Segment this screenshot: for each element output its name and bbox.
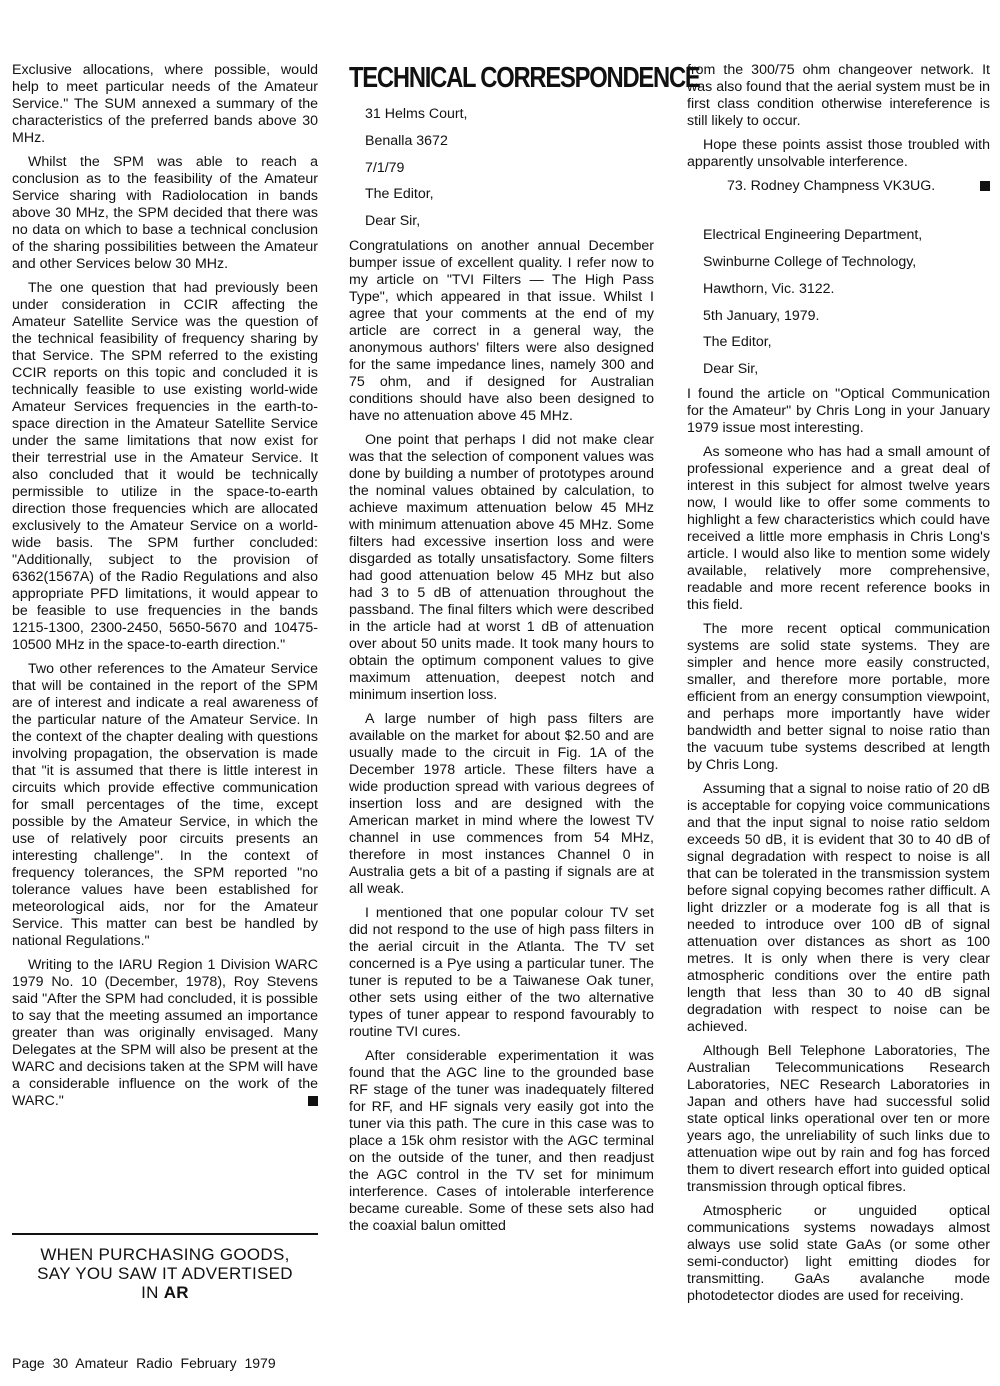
page-footer: Page 30 Amateur Radio February 1979	[12, 1355, 276, 1371]
section-title: TECHNICAL CORRESPONDENCE	[349, 62, 700, 94]
address-line: 31 Helms Court,	[365, 106, 468, 122]
address-line: Swinburne College of Technology,	[703, 254, 917, 270]
end-of-letter-icon	[980, 181, 990, 191]
paragraph: from the 300/75 ohm changeover network. It was also found that the aerial system must be in first class condition otherwise intereference is still likely to occur.	[687, 62, 990, 129]
magazine-abbrev: AR	[163, 1283, 189, 1302]
paragraph: I found the article on "Optical Communication for the Amateur" by Chris Long in your January 1979 issue most interesting.	[687, 386, 990, 436]
paragraph: Two other references to the Amateur Service that will be contained in the report of the SPM are of interest and indicate a real awareness of the particular nature of the Amateur Service. In the context of the chapter dealing with questions involving propagation, the observation is made that "it is assumed that there is little interest in circuits which provide effective communication for small percentages of the time, except possible by the Amateur Service, in which the use of relatively poor circuits presents an interesting challenge". In the context of frequency tolerances, the SPM reported "no tolerance values have been established for meteorological aids, nor for the Amateur Service. This matter can best be handled by national Regulations."	[12, 661, 318, 949]
notice-line: IN AR	[141, 1283, 189, 1302]
paragraph: One point that perhaps I did not make clear was that the selection of component values was done by building a number of prototypes around the nominal values obtained by calculation, to achieve maximum attenuation below 45 MHz with minimum attenuation above 45 MHz. Some filters had excessive insertion loss and were disgarded as totally unsatisfactory. Some filters had good attenuation below 45 MHz but also had 3 to 5 dB of attenuation throughout the passband. The final filters which were described in the article had at worst 1 dB of attenuation over about 50 units made. It took many hours to obtain the optimum component values to give maximum attenuation, deepest notch and minimum insertion loss.	[349, 432, 654, 703]
article-column-left	[12, 62, 318, 1117]
paragraph: After considerable experimentation it was found that the AGC line to the grounded base RF stage of the tuner was inadequately filtered for RF, and HF signals very easily got into the tuner via this path. The cure in this case was to place a 15k ohm resistor with the AGC terminal on the outside of the tuner, and then readjust the AGC control in the TV set for minimum interference. Cases of intolerable interference became cureable. Some of these sets also had the coaxial balun omitted	[349, 1048, 654, 1234]
signature-row	[687, 178, 990, 195]
paragraph: The more recent optical communication systems are solid state systems. They are simpler and hence more easily constructed, smaller, and therefore more portable, more efficient from an energy consumption viewpoint, and perhaps more importantly have wider bandwidth and better signal to noise ratio than the vacuum tube systems described at length by Chris Long.	[687, 621, 990, 773]
notice-line: WHEN PURCHASING GOODS,	[40, 1245, 290, 1264]
paragraph: Assuming that a signal to noise ratio of 20 dB is acceptable for copying voice communications and that the input signal to noise ratio seldom exceeds 50 dB, it is evident that 30 to 40 dB of signal degradation with respect to noise is all that can be tolerated in the transmission system before signal copying becomes rather difficult. A light drizzler or a moderate fog is all that is needed to introduce over 100 dB of signal attenuation over distances as short as 100 metres. It is only when there is very clear atmospheric conditions over the entire path length that less than 30 to 40 dB signal degradation with respect to noise can be achieved.	[687, 781, 990, 1035]
address-line: Electrical Engineering Department,	[703, 227, 923, 243]
paragraph: Although Bell Telephone Laboratories, The Australian Telecommunications Research Laboratories, NEC Research Laboratories in Japan and others have had successful solid state optical links operational over ten or more years ago, the unreliability of such links due to attenuation wipe out by rain and fog has forced them to divert research effort into guided optical transmission through optical fibres.	[687, 1043, 990, 1195]
letter-date: 5th January, 1979.	[703, 308, 820, 324]
letter-date: 7/1/79	[365, 160, 405, 176]
address-line: Hawthorn, Vic. 3122.	[703, 281, 835, 297]
paragraph-final	[12, 957, 318, 1110]
salutation: The Editor,	[703, 334, 772, 350]
article-column-right	[687, 62, 990, 1312]
article-column-middle	[349, 60, 700, 1242]
paragraph: Hope these points assist those troubled with apparently unsolvable interference.	[687, 137, 990, 170]
notice-line: SAY YOU SAW IT ADVERTISED	[37, 1264, 293, 1283]
end-of-article-icon	[308, 1096, 318, 1106]
paragraph: I mentioned that one popular colour TV set did not respond to the use of high pass filters in the aerial circuit in the Atlanta. The TV set concerned is a Pye using a particular tuner. The tuner is reputed to be a Taiwanese Oak tuner, other sets using either of the two alternative types of tuner appear to respond favourably to routine TVI cures.	[349, 905, 654, 1040]
salutation: Dear Sir,	[703, 361, 759, 377]
paragraph: The one question that had previously been under consideration in CCIR affecting the Amateur Satellite Service was the question of the technical feasibility of frequency sharing by that Service. The SPM referred to the existing CCIR reports on this topic and concluded it is technically feasible to use existing world-wide Amateur Services frequencies in the earth-to-space direction in the Amateur Satellite Service under the same limitations that now exist for their terrestrial use in the Amateur Service. It also concluded that it would be technically permissible to utilize in the space-to-earth direction those frequencies which are allocated exclusively to the Amateur Service on a world-wide basis. The SPM further concluded: "Additionally, subject to the provision of 6362(1567A) of the Radio Regulations and also appropriate PFD limitations, it would appear to be feasible to use frequencies in the bands 1215-1300, 2300-2450, 5650-5670 and 10475-10500 MHz in the space-to-earth direction."	[12, 280, 318, 653]
advertiser-notice	[12, 1233, 318, 1302]
letter-signature: 73. Rodney Champness VK3UG.	[727, 178, 936, 194]
paragraph: Whilst the SPM was able to reach a conclusion as to the feasibility of the Amateur Service sharing with Radiolocation in bands above 30 MHz, the SPM decided that there was no data on which to base a technical conclusion of the sharing possibilities between the Amateur and other Services below 30 MHz.	[12, 154, 318, 272]
paragraph: Congratulations on another annual December bumper issue of excellent quality. I refer now to my article on "TVI Filters — The High Pass Type", which appeared in that issue. Whilst I agree that your comments at the end of my article are correct in a general way, the anonymous authors' filters were also designed for the same impedance lines, namely 300 and 75 ohm, and if designed for Australian conditions should have also been designed to have no attenuation above 45 MHz.	[349, 238, 654, 424]
salutation: Dear Sir,	[365, 213, 421, 229]
paragraph: A large number of high pass filters are available on the market for about $2.50 and are usually made to the circuit in Fig. 1A of the December 1978 article. These filters have a wide production spread with various degrees of insertion loss and are designed with the American market in mind where the lowest TV channel in use commences from 54 MHz, therefore in most instances Channel 0 in Australia gets a bit of a pasting if signals are at all weak.	[349, 711, 654, 897]
address-line: Benalla 3672	[365, 133, 448, 149]
salutation: The Editor,	[365, 186, 434, 202]
paragraph: Exclusive allocations, where possible, would help to meet particular needs of the Amateur Service." The SUM annexed a summary of the characteristics of the preferred bands above 30 MHz.	[12, 62, 318, 146]
paragraph: As someone who has had a small amount of professional experience and a great deal of interest in this subject for almost twelve years now, I would like to offer some comments to highlight a few characteristics which could have received a little more emphasis in Chris Long's article. I would also like to mention some widely available, relatively more comprehensive, readable and more recent reference books in this field.	[687, 444, 990, 613]
paragraph-text: Writing to the IARU Region 1 Division WARC 1979 No. 10 (December, 1978), Roy Stevens said "After the SPM had concluded, it is possible to say that the meeting assumed an importance greater than was originally envisaged. Many Delegates at the SPM will also be present at the WARC and decisions taken at the SPM will have a considerable influence on the work of the WARC."	[12, 957, 318, 1109]
paragraph: Atmospheric or unguided optical communications systems nowadays almost always use solid state GaAs (or some other semi-conductor) light emitting diodes for transmitting. GaAs avalanche mode photodetector diodes are used for receiving.	[687, 1203, 990, 1304]
